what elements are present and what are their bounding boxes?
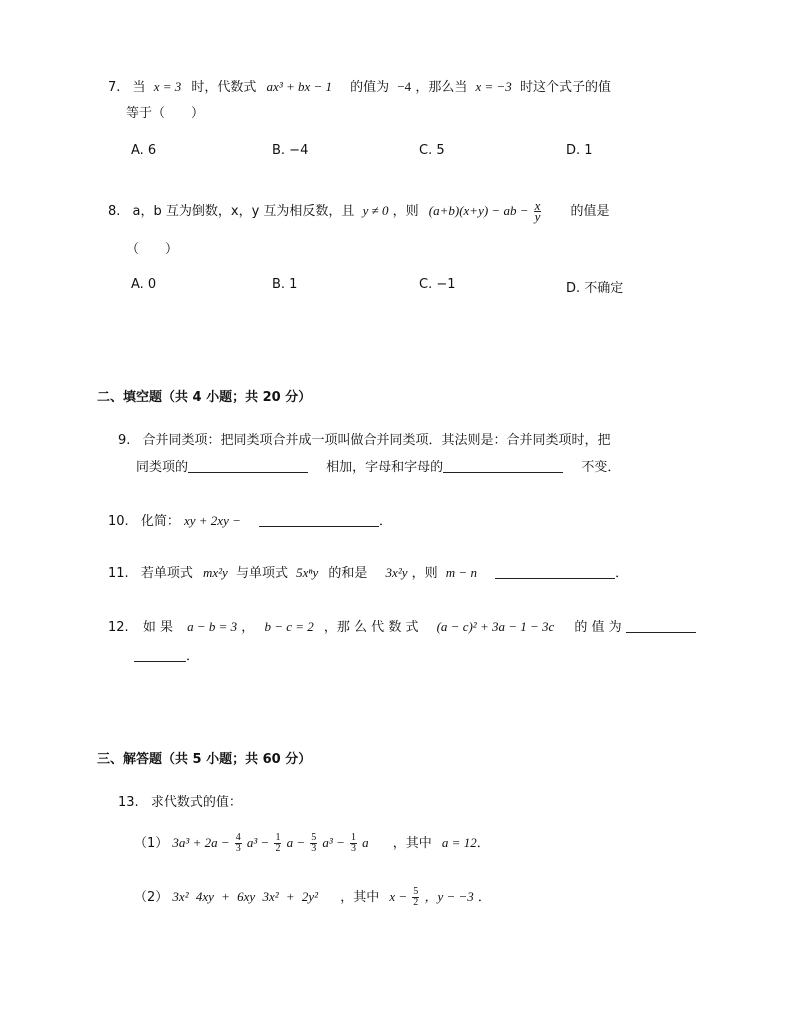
q11-line: 11. 若单项式 mx²y 与单项式 5xⁿy 的和是 3x²y ，则 m − n ． xyxy=(108,565,629,581)
q7-option-a[interactable]: A. 6 xyxy=(131,143,157,158)
q9-blank-1[interactable] xyxy=(188,458,308,473)
q10-line: 10. 化简： xy + 2xy − ． xyxy=(108,513,393,529)
section2-heading: 二、填空题（共 4 小题；共 20 分） xyxy=(97,390,312,405)
q13-title-line: 13. 求代数式的值： xyxy=(118,795,242,810)
q7-option-c[interactable]: C. 5 xyxy=(419,143,445,158)
q11-blank[interactable] xyxy=(495,564,615,579)
q13-p1-fraction-4: $\frac{1}{3}$ xyxy=(350,832,356,854)
q11-number: 11. xyxy=(108,566,129,581)
q8-number: 8. xyxy=(108,204,121,219)
q10-blank[interactable] xyxy=(259,512,379,527)
q12-number: 12. xyxy=(108,620,129,635)
q9-blank-2[interactable] xyxy=(443,458,563,473)
q9-number: 9. xyxy=(118,433,131,448)
q12-line2: ． xyxy=(134,645,199,664)
q13-p1-fraction-2: $\frac{1}{2}$ xyxy=(275,832,281,854)
q13-p2-fraction: $\frac{5}{2}$ xyxy=(413,886,419,908)
q8-fraction: $\frac{x}{y}$ xyxy=(534,198,541,224)
q9-line2: 同类项的 相加，字母和字母的 不变． xyxy=(136,460,621,475)
q7-number: 7. xyxy=(108,80,121,95)
q12-blank-part1[interactable] xyxy=(626,618,696,633)
q13-part1: （1） 3a³ + 2a − $\frac{4}{3}$ a³ − $\frac{1}{2}$ a − $\frac{5}{3}$ a³ − $\frac{1}{3}$ a ，其中 a = 12． xyxy=(134,832,490,854)
q8-option-a[interactable]: A. 0 xyxy=(131,277,157,292)
q13-p1-fraction-1: $\frac{4}{3}$ xyxy=(235,832,241,854)
q8-line1: 8. a，b 互为倒数，x，y 互为相反数，且 y ≠ 0 ，则 (a+b)(x+y) − ab − $\frac{x}{y}$ 的值是 xyxy=(108,198,610,224)
q13-p1-fraction-3: $\frac{5}{3}$ xyxy=(311,832,317,854)
q7-option-d[interactable]: D. 1 xyxy=(566,143,593,158)
q7-line1: 7. 当 x = 3 时，代数式 ax³ + bx − 1 的值为 −4 ，那么当 x = −3 时这个式子的值 xyxy=(108,79,611,95)
q8-option-d[interactable]: D. 不确定 xyxy=(566,281,624,296)
q10-number: 10. xyxy=(108,514,129,529)
q8-option-b[interactable]: B. 1 xyxy=(272,277,298,292)
q12-line1: 12. 如 果 a − b = 3 ， b − c = 2 ，那 么 代 数 式 (a − c)² + 3a − 1 − 3c 的 值 为 xyxy=(108,616,696,635)
q8-option-c[interactable]: C. −1 xyxy=(419,277,456,292)
q12-blank-part2[interactable] xyxy=(134,647,186,662)
q8-line2: （ ） xyxy=(126,242,179,257)
section3-heading: 三、解答题（共 5 小题；共 60 分） xyxy=(97,752,312,767)
q7-line2: 等于（ ） xyxy=(126,106,205,121)
q9-line1: 9. 合并同类项：把同类项合并成一项叫做合并同类项．其法则是：合并同类项时，把 xyxy=(118,433,611,448)
q7-option-b[interactable]: B. −4 xyxy=(272,143,309,158)
q13-number: 13. xyxy=(118,795,139,810)
q13-part2: （2） 3x² 4xy + 6xy 3x² + 2y² ，其中 x − $\frac{5}{2}$ ，y − −3 ． xyxy=(134,886,491,908)
